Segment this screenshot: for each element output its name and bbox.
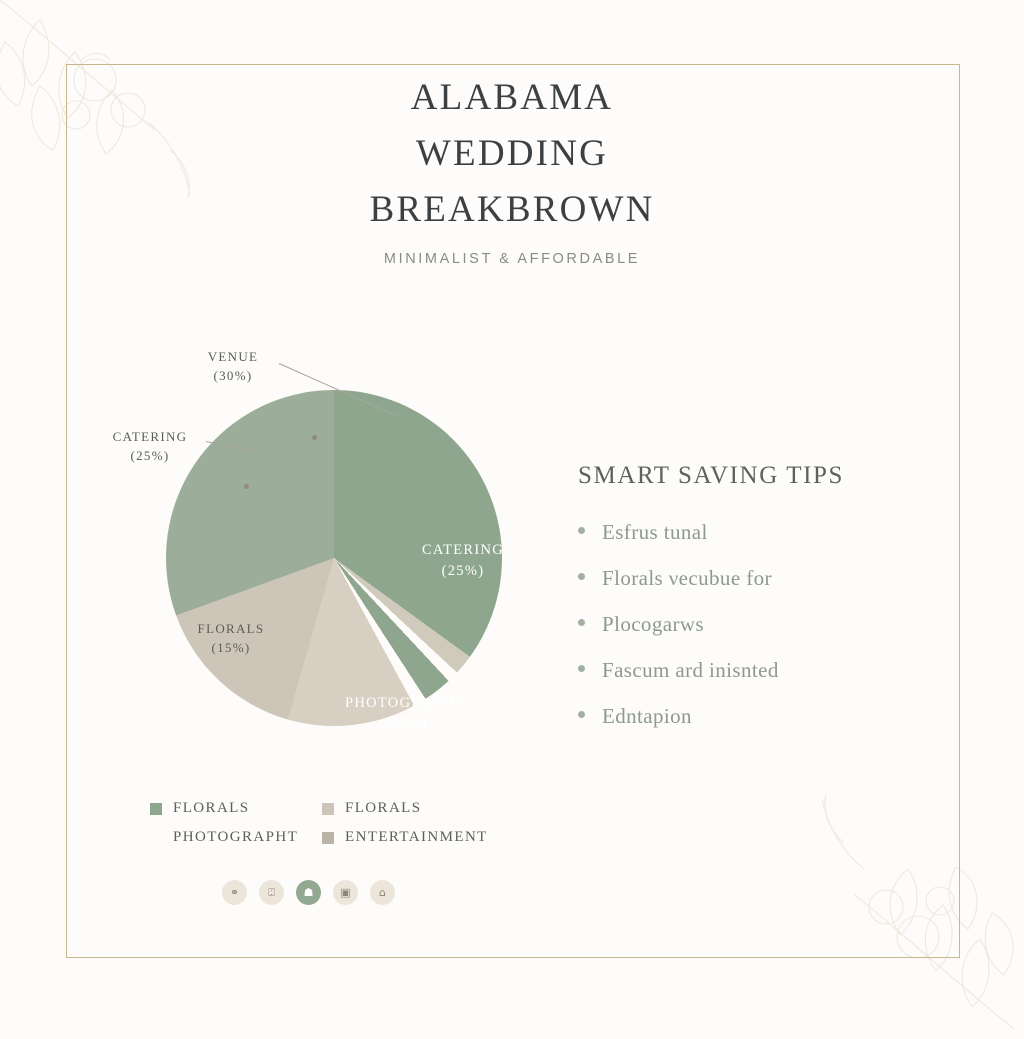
legend-swatch-icon — [322, 803, 334, 815]
icon-strip — [222, 880, 395, 905]
bullet-icon — [578, 711, 585, 718]
tip-label: Plocogarws — [602, 612, 704, 636]
legend-label: ENTERTAINMENT — [345, 829, 488, 845]
rings-glyph: ⚭ — [229, 886, 240, 899]
slice-label-venue-callout: VENUE (30%) — [207, 349, 259, 383]
pie-chart — [96, 340, 566, 760]
cake-icon — [296, 880, 321, 905]
legend-swatch-icon — [322, 832, 334, 844]
legend-row — [150, 829, 550, 846]
tip-item — [578, 520, 918, 545]
legend-label: PHOTOGRAPHT — [173, 829, 299, 845]
legend-item-florals-green[interactable] — [150, 800, 322, 817]
pie-graphic — [166, 390, 505, 733]
slice-label-catering-inside: CATERING (25%) — [421, 542, 505, 580]
title-line-3: BREAKBROWN — [369, 189, 655, 231]
candle-glyph: ⍠ — [268, 885, 275, 899]
leader-dot-venue — [312, 435, 317, 440]
tip-item — [578, 658, 918, 683]
leader-dot-catering — [244, 484, 249, 489]
cake-glyph: ☗ — [303, 886, 314, 899]
legend-item-entertainment[interactable] — [322, 829, 494, 846]
camera-icon — [333, 880, 358, 905]
legend-item-florals-beige[interactable] — [322, 800, 494, 817]
venue-glyph: ⌂ — [379, 886, 386, 899]
camera-glyph: ▣ — [340, 886, 351, 899]
tip-label: Edntapion — [602, 704, 692, 728]
title-line-2: WEDDING — [415, 133, 609, 175]
chart-legend — [150, 800, 550, 858]
candle-icon — [259, 880, 284, 905]
tip-label: Esfrus tunal — [602, 520, 708, 544]
bullet-icon — [578, 619, 585, 626]
legend-label: FLORALS — [173, 800, 250, 816]
page-subtitle: MINIMALIST & AFFORDABLE — [383, 250, 641, 267]
venue-icon — [370, 880, 395, 905]
bullet-icon — [578, 527, 585, 534]
tip-label: Florals νecubue for — [602, 566, 772, 590]
legend-swatch-icon — [150, 832, 162, 844]
slice-label-florals-inside: FLORALS (15%) — [197, 621, 265, 655]
page-title — [0, 70, 1024, 267]
tip-item — [578, 704, 918, 729]
smart-saving-tips — [578, 462, 918, 750]
tip-item — [578, 612, 918, 637]
bullet-icon — [578, 665, 585, 672]
bullet-icon — [578, 573, 585, 580]
legend-row — [150, 800, 550, 817]
slice-label-photography-inside: PHOTOGRAPHY (15%) — [345, 695, 467, 733]
tip-item — [578, 566, 918, 591]
tip-label: Fascum ard inisnted — [602, 658, 779, 682]
title-line-1: ALABAMA — [410, 77, 614, 118]
slice-label-catering-callout: CATERING (25%) — [112, 429, 188, 463]
tips-title: SMART SAVING TIPS — [578, 462, 845, 489]
legend-item-photography[interactable] — [150, 829, 322, 846]
legend-label: FLORALS — [345, 800, 422, 816]
legend-swatch-icon — [150, 803, 162, 815]
rings-icon — [222, 880, 247, 905]
